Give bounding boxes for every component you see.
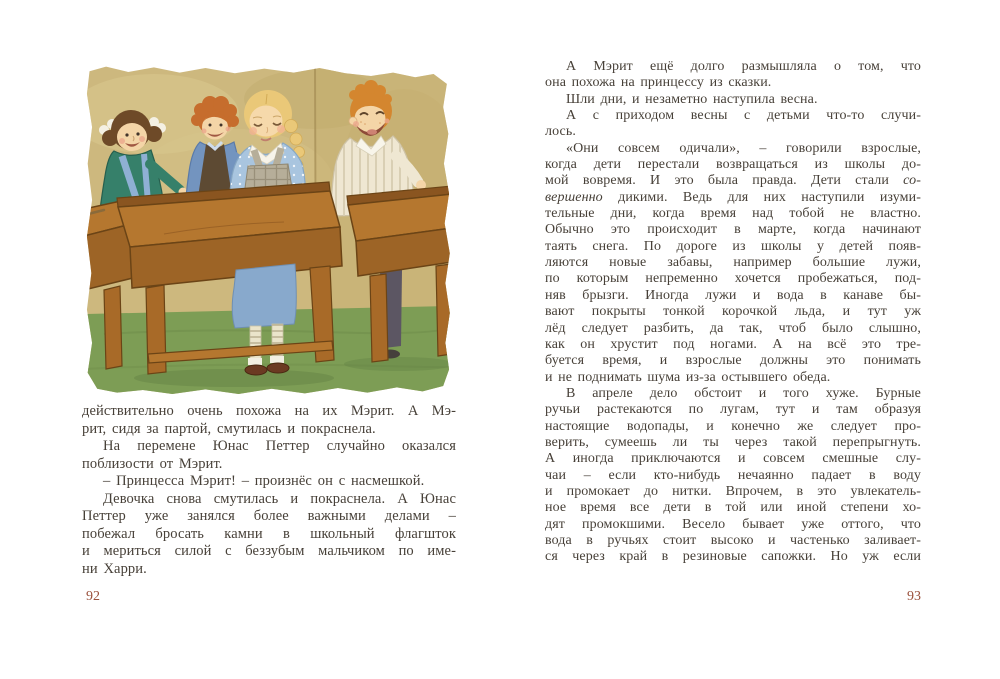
text-line: ручьи растекаются по лугам, тут и там образуя [545,402,921,418]
text-line: На перемене Юнас Петтер случайно оказался [103,438,456,454]
text-line: поблизости от Мэрит. [82,455,223,472]
text-line: тельные дни, когда время над тобой не властно. [545,206,921,222]
text-line: вода в ручьях стоит высоко и частенько заливает- [545,532,921,548]
text-line: мой вовремя. И это была правда. Дети стали со- [545,173,921,189]
text-line: настоящие водопады, и конечно же следует про- [545,418,921,434]
left-page-text [82,403,456,578]
text-line: побежал бросать камни в школьный флагшток [82,525,456,542]
text-line: рит, сидя за партой, смутилась и покраснела. [82,420,376,437]
text-line: А иногда приключаются и совсем смешные слу- [545,451,921,467]
text-line: Шли дни, и незаметно наступила весна. [566,91,818,107]
text-line: действительно очень похожа на их Мэрит. А Мэ- [82,403,456,419]
text-line: и не поднимать шума из-за остывшего обеда. [545,369,831,385]
text-line: «Они совсем одичали», – говорили взрослые, [566,140,921,156]
text-line: А Мэрит ещё долго размышляла о том, что [566,59,921,74]
text-line: ни Харри. [82,560,147,577]
right-page-number: 93 [907,589,921,604]
text-line: верить, сумеешь ли ты через такой перепрыгнуть. [545,434,921,450]
text-line: В апреле дело обстоит и того хуже. Бурные [566,385,921,401]
text-line: буется время, и взрослые должны это понимать [545,353,921,369]
text-line: Девочка снова смутилась и покраснела. А Юнас [103,490,456,507]
classroom-illustration [84,64,452,396]
text-line: ся через край в резиновые сапожки. Но уж если [545,549,921,565]
text-line: по которым непременно хочется пробежаться, под- [545,271,921,287]
text-line: вают покрыты тонкой корочкой льда, и тут уж [545,304,921,320]
text-line: когда дети перестали возвращаться из школы до- [545,157,921,173]
text-line: ное время все дети в той или иной степени хо- [545,500,921,516]
text-line: лось. [545,124,576,140]
left-page-number: 92 [86,589,100,604]
text-line: вершенно дикими. Ведь для них наступили изуми- [545,189,921,205]
text-line: как он хрустит под ногами. А на всё это тре- [545,336,921,352]
text-line: Петтер уже занялся более важными делами – [82,508,456,524]
text-line: чаи – если кто-нибудь нечаянно падает в воду [545,467,921,483]
right-page-text [545,59,921,566]
text-line: Обычно это происходит в марте, когда начинают [545,222,921,238]
text-line: и промокает до нитки. Впрочем, в это увлекатель- [545,483,921,499]
classroom-illustration-svg [84,64,452,396]
text-line: ляются новые забавы, например большие лужи, [545,255,921,271]
text-line: няв брызги. Иногда лужи и вода в канаве бы- [545,287,921,303]
text-line: дят промокшими. Весело бывает уже оттого, что [545,516,921,532]
text-line: А с приходом весны с детьми что-то случи- [566,108,921,124]
text-line: – Принцесса Мэрит! – произнёс он с насмешкой. [103,473,425,489]
text-line: она похожа на принцессу из сказки. [545,75,772,91]
text-line: лёд следует разбить, да так, чтоб было слышно, [545,320,921,336]
text-line: и мериться силой с беззубым мальчиком по име- [82,543,456,559]
text-line: таять снега. По дороге из школы у детей появ- [545,238,921,254]
